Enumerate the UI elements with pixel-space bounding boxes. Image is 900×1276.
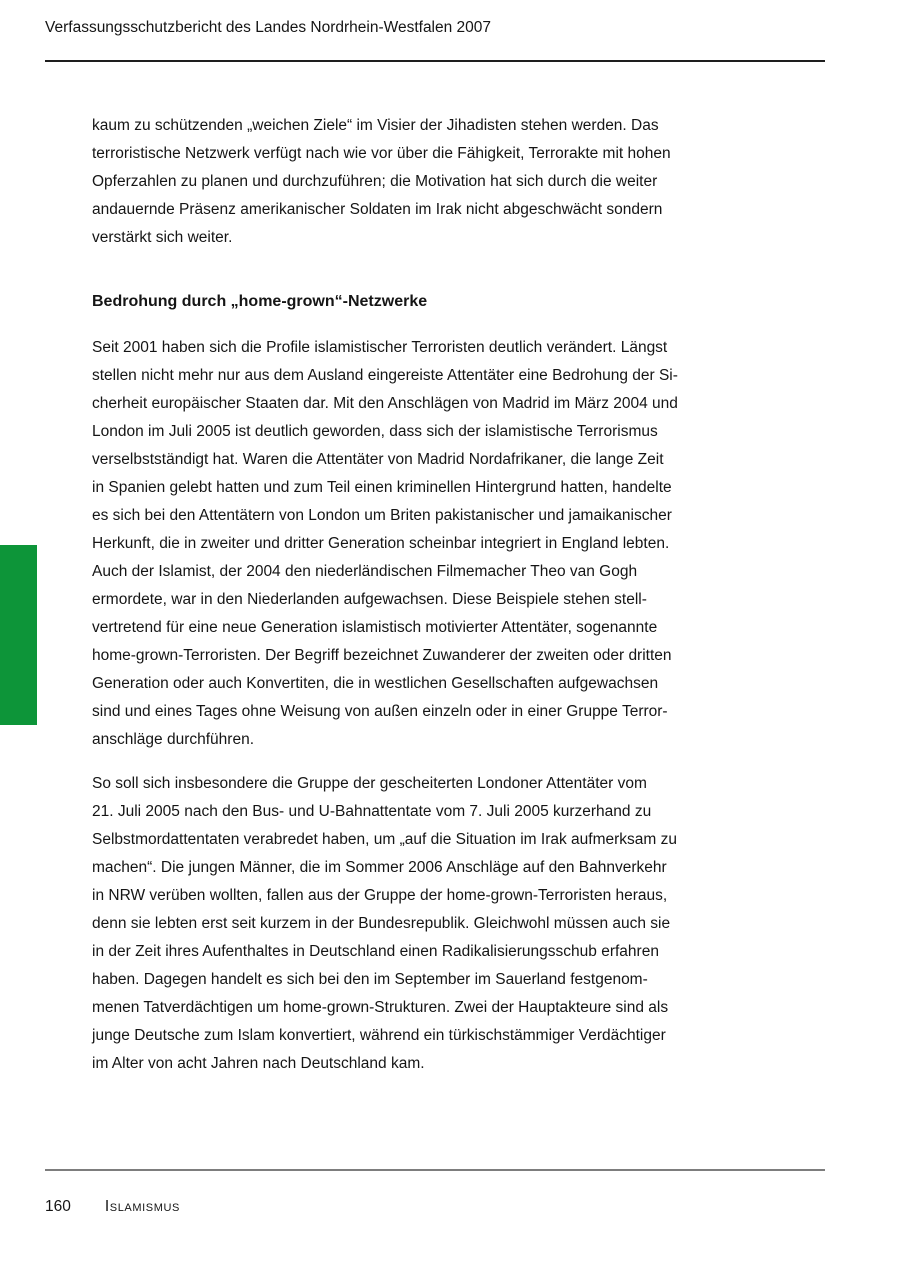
text-line: sind und eines Tages ohne Weisung von außen einzeln oder in einer Gruppe Terror- <box>92 703 668 720</box>
text-line: kaum zu schützenden „weichen Ziele“ im Visier der Jihadisten stehen werden. Das <box>92 117 659 134</box>
text-line: Herkunft, die in zweiter und dritter Generation scheinbar integriert in England lebten. <box>92 535 670 552</box>
text-line: in NRW verüben wollten, fallen aus der Gruppe der home-grown-Terroristen heraus, <box>92 887 668 904</box>
text-line: stellen nicht mehr nur aus dem Ausland eingereiste Attentäter eine Bedrohung der Si- <box>92 367 678 384</box>
text-line: cherheit europäischer Staaten dar. Mit den Anschlägen von Madrid im März 2004 und <box>92 395 678 412</box>
text-line: Generation oder auch Konvertiten, die in westlichen Gesellschaften aufgewachsen <box>92 675 659 692</box>
text-line: London im Juli 2005 ist deutlich geworden, dass sich der islamistische Terrorismus <box>92 423 658 440</box>
footer-section-label: Islamismus <box>104 1198 180 1215</box>
text-line: verselbstständigt hat. Waren die Attentäter von Madrid Nordafrikaner, die lange Zeit <box>92 451 664 468</box>
text-line: in der Zeit ihres Aufenthaltes in Deutschland einen Radikalisierungsschub erfahren <box>92 943 659 960</box>
text-line: Opferzahlen zu planen und durchzuführen; die Motivation hat sich durch die weiter <box>92 173 658 190</box>
text-line: verstärkt sich weiter. <box>92 229 233 246</box>
page-number: 160 <box>45 1198 71 1215</box>
text-line: Auch der Islamist, der 2004 den niederländischen Filmemacher Theo van Gogh <box>92 563 638 580</box>
section-heading-home-grown: Bedrohung durch „home-grown“-Netzwerke <box>92 293 428 310</box>
text-line: 21. Juli 2005 nach den Bus- und U-Bahnattentate vom 7. Juli 2005 kurzerhand zu <box>92 803 652 820</box>
section-marker-tab <box>0 545 37 725</box>
text-line: haben. Dagegen handelt es sich bei den im September im Sauerland festgenom- <box>92 971 648 988</box>
text-line: junge Deutsche zum Islam konvertiert, während ein türkischstämmiger Verdächtiger <box>92 1027 666 1044</box>
footer-divider-rule <box>45 1169 825 1171</box>
text-line: denn sie lebten erst seit kurzem in der Bundesrepublik. Gleichwohl müssen auch sie <box>92 915 671 932</box>
text-line: in Spanien gelebt hatten und zum Teil einen kriminellen Hintergrund hatten, handelte <box>92 479 672 496</box>
paragraph-threat-intro <box>92 112 671 252</box>
text-line: home-grown-Terroristen. Der Begriff bezeichnet Zuwanderer der zweiten oder dritten <box>92 647 672 664</box>
text-line: Seit 2001 haben sich die Profile islamistischer Terroristen deutlich verändert. Längst <box>92 339 668 356</box>
text-line: menen Tatverdächtigen um home-grown-Strukturen. Zwei der Hauptakteure sind als <box>92 999 669 1016</box>
paragraph-london-sauerland <box>92 770 677 1078</box>
page-footer <box>45 1193 180 1221</box>
text-line: im Alter von acht Jahren nach Deutschland kam. <box>92 1055 425 1072</box>
text-line: ermordete, war in den Niederlanden aufgewachsen. Diese Beispiele stehen stell- <box>92 591 647 608</box>
text-line: es sich bei den Attentätern von London um Briten pakistanischer und jamaikanischer <box>92 507 672 524</box>
text-line: andauernde Präsenz amerikanischer Soldaten im Irak nicht abgeschwächt sondern <box>92 201 663 218</box>
text-line: So soll sich insbesondere die Gruppe der gescheiterten Londoner Attentäter vom <box>92 775 647 792</box>
text-line: anschläge durchführen. <box>92 731 255 748</box>
text-line: Selbstmordattentaten verabredet haben, um „auf die Situation im Irak aufmerksam zu <box>92 831 677 848</box>
running-header-title: Verfassungsschutzbericht des Landes Nordrhein-Westfalen 2007 <box>45 19 492 36</box>
text-line: terroristische Netzwerk verfügt nach wie vor über die Fähigkeit, Terrorakte mit hohen <box>92 145 671 162</box>
paragraph-profile-change <box>92 334 678 754</box>
text-line: machen“. Die jungen Männer, die im Sommer 2006 Anschläge auf den Bahnverkehr <box>92 859 667 876</box>
text-line: vertretend für eine neue Generation islamistisch motivierter Attentäter, sogenannte <box>92 619 658 636</box>
header-divider-rule <box>45 60 825 62</box>
